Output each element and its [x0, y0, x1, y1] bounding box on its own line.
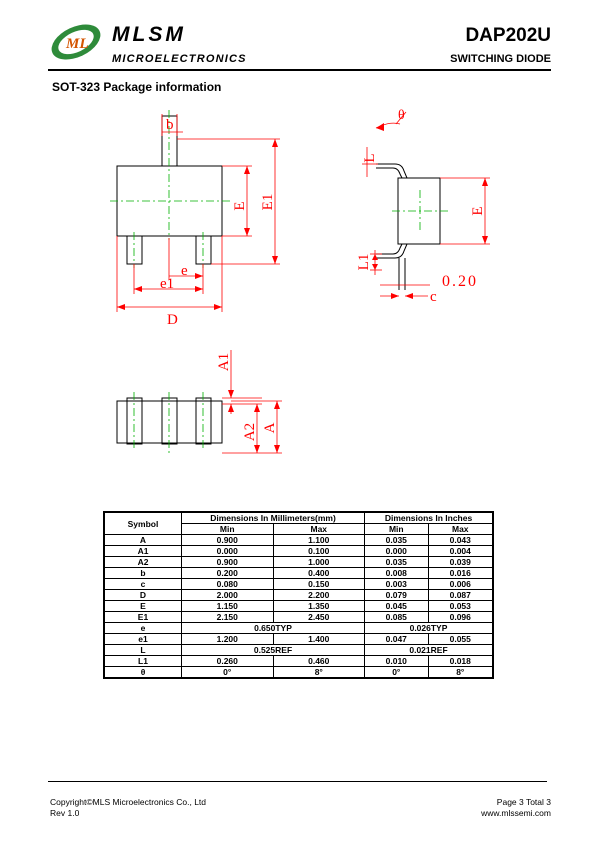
mm-typ-cell: 0.650TYP: [182, 623, 365, 634]
mm-min-cell: 1.150: [182, 601, 274, 612]
top-view-dimensions: [117, 114, 280, 312]
inch-max-cell: 0.055: [428, 634, 493, 645]
dim-label-A1: A1: [216, 352, 232, 372]
dimensions-table: [103, 511, 494, 679]
mm-max-cell: 0.150: [273, 579, 365, 590]
symbol-cell: c: [104, 579, 182, 590]
side-view-centerline: [392, 190, 450, 232]
mm-max-cell: 2.450: [273, 612, 365, 623]
dim-label-L: L: [362, 153, 378, 163]
symbol-cell: e1: [104, 634, 182, 645]
dim-label-E-side: E: [470, 206, 486, 216]
inch-max-cell: 0.087: [428, 590, 493, 601]
inch-min-cell: 0.010: [365, 656, 429, 667]
inch-max-cell: 0.043: [428, 535, 493, 546]
inch-max-header: Max: [428, 524, 493, 535]
logo-subtitle: MICROELECTRONICS: [112, 53, 247, 65]
front-view-centerlines: [134, 392, 203, 456]
table-row: [104, 634, 493, 645]
mm-max-cell: 2.200: [273, 590, 365, 601]
top-view-centerlines: [110, 110, 232, 268]
symbol-cell: A1: [104, 546, 182, 557]
inch-min-cell: 0.035: [365, 535, 429, 546]
mm-min-cell: 2.000: [182, 590, 274, 601]
side-view: [376, 164, 440, 290]
symbol-cell: L1: [104, 656, 182, 667]
mm-max-cell: 1.400: [273, 634, 365, 645]
side-view-dimensions: [362, 112, 490, 296]
mm-min-cell: 2.150: [182, 612, 274, 623]
mm-min-cell: 1.200: [182, 634, 274, 645]
symbol-cell: D: [104, 590, 182, 601]
symbol-cell: E1: [104, 612, 182, 623]
inch-max-cell: 0.016: [428, 568, 493, 579]
page-indicator: Page 3 Total 3: [496, 797, 551, 807]
inch-min-cell: 0°: [365, 667, 429, 679]
footer-rule: [48, 781, 547, 782]
mm-max-cell: 0.100: [273, 546, 365, 557]
logo-wordmark: MLSM: [112, 23, 186, 46]
mm-typ-cell: 0.525REF: [182, 645, 365, 656]
inch-max-cell: 0.006: [428, 579, 493, 590]
mm-max-cell: 1.100: [273, 535, 365, 546]
mm-min-cell: 0.260: [182, 656, 274, 667]
website-link[interactable]: www.mlssemi.com: [481, 808, 551, 818]
section-title: SOT-323 Package information: [52, 80, 222, 94]
inch-min-header: Min: [365, 524, 429, 535]
inch-min-cell: 0.003: [365, 579, 429, 590]
dim-label-D: D: [167, 312, 178, 328]
inch-min-cell: 0.008: [365, 568, 429, 579]
dim-label-e: e: [181, 263, 188, 279]
revision: Rev 1.0: [50, 808, 80, 818]
table-row: [104, 612, 493, 623]
mm-max-cell: 8°: [273, 667, 365, 679]
part-type: SWITCHING DIODE: [450, 53, 551, 65]
mm-min-cell: 0.900: [182, 535, 274, 546]
top-view-arrows: [117, 139, 278, 310]
symbol-header: Symbol: [104, 512, 182, 535]
table-row: [104, 590, 493, 601]
inch-min-cell: 0.035: [365, 557, 429, 568]
dim-label-E1: E1: [260, 193, 276, 211]
dim-label-A2: A2: [242, 422, 258, 442]
copyright: Copyright©MLS Microelectronics Co., Ltd: [50, 797, 207, 807]
dim-label-e1: e1: [160, 276, 175, 292]
mm-min-cell: 0.000: [182, 546, 274, 557]
symbol-cell: e: [104, 623, 182, 634]
table-row: [104, 623, 493, 634]
front-view: [117, 398, 222, 444]
dim-label-b: b: [166, 117, 174, 133]
dim-label-c: c: [430, 289, 437, 305]
table-row: [104, 557, 493, 568]
inch-max-cell: 8°: [428, 667, 493, 679]
svg-text:ML: ML: [66, 36, 89, 52]
table-row: [104, 568, 493, 579]
inch-typ-cell: 0.021REF: [365, 645, 493, 656]
mm-min-cell: 0.900: [182, 557, 274, 568]
symbol-cell: b: [104, 568, 182, 579]
inch-max-cell: 0.053: [428, 601, 493, 612]
table-header-row: [104, 512, 493, 524]
inch-max-cell: 0.039: [428, 557, 493, 568]
inch-header: Dimensions In Inches: [365, 512, 493, 524]
inch-max-cell: 0.004: [428, 546, 493, 557]
dim-label-L1: L1: [356, 253, 372, 271]
mm-max-cell: 0.400: [273, 568, 365, 579]
symbol-cell: A2: [104, 557, 182, 568]
symbol-cell: A: [104, 535, 182, 546]
inch-min-cell: 0.045: [365, 601, 429, 612]
table-row: [104, 601, 493, 612]
dim-label-E: E: [232, 201, 248, 211]
inch-min-cell: 0.047: [365, 634, 429, 645]
inch-max-cell: 0.096: [428, 612, 493, 623]
mm-min-header: Min: [182, 524, 274, 535]
table-row: [104, 535, 493, 546]
table-row: [104, 579, 493, 590]
mm-min-cell: 0°: [182, 667, 274, 679]
mm-max-cell: 1.350: [273, 601, 365, 612]
table-row: [104, 667, 493, 679]
symbol-cell: θ: [104, 667, 182, 679]
inch-min-cell: 0.000: [365, 546, 429, 557]
dim-label-gauge: 0.20: [442, 273, 478, 290]
mm-max-cell: 1.000: [273, 557, 365, 568]
mm-header: Dimensions In Millimeters(mm): [182, 512, 365, 524]
symbol-cell: E: [104, 601, 182, 612]
inch-max-cell: 0.018: [428, 656, 493, 667]
inch-min-cell: 0.085: [365, 612, 429, 623]
mm-max-cell: 0.460: [273, 656, 365, 667]
table-row: [104, 546, 493, 557]
top-view: [117, 116, 222, 264]
dim-label-theta: θ: [398, 108, 405, 123]
dim-label-A: A: [262, 422, 278, 434]
table-row: [104, 645, 493, 656]
mm-min-cell: 0.200: [182, 568, 274, 579]
mm-max-header: Max: [273, 524, 365, 535]
front-view-arrows: [228, 390, 280, 453]
inch-typ-cell: 0.026TYP: [365, 623, 493, 634]
symbol-cell: L: [104, 645, 182, 656]
mm-min-cell: 0.080: [182, 579, 274, 590]
part-number: DAP202U: [465, 25, 551, 46]
inch-min-cell: 0.079: [365, 590, 429, 601]
table-row: [104, 656, 493, 667]
